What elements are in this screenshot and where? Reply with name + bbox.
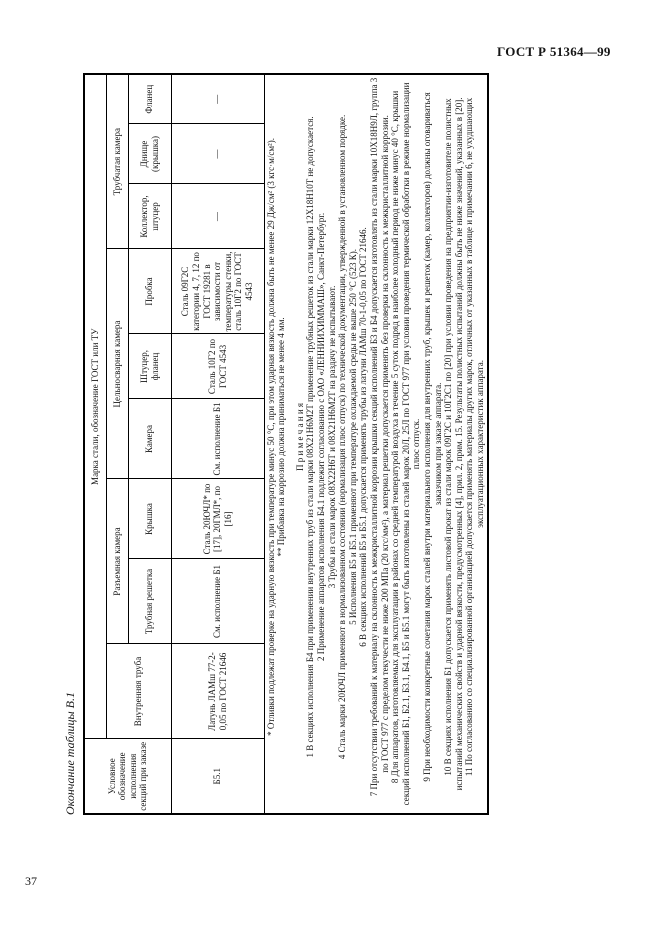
group-header-detachable-chamber: Разъемная камера — [106, 479, 128, 644]
cell-cover: Сталь 20ЮЧЛ* по [17], 20ГМЛ*, по [16] — [171, 479, 264, 559]
materials-table — [83, 73, 489, 815]
col-header-chamber: Камера — [128, 399, 171, 479]
rotated-table-inner — [62, 75, 573, 815]
banner-steel-grade: Марка стали, обозначение ГОСТ или ТУ — [84, 74, 106, 739]
cell-chamber: См. исполнение Б1 — [171, 399, 264, 479]
page-number: 37 — [25, 874, 37, 888]
note-11: 11 По согласованию со специализированной организацией допускается применять материалы других марок, отличных от указанных в таблице и примечании 6, не ухудшающих эксплуатационных характеристик аппарата. — [464, 97, 486, 777]
cell-collector-fitting: — — [171, 184, 264, 249]
note-9: 9 При необходимости конкретные сочетания марок сталей внутри материального исполнения для внутренних труб, крышек и решеток (камер, коллекторов) должны оговариваться заказчиком при заказе аппарата. — [422, 92, 443, 782]
cell-inner-tube: Латунь ЛАМш 77-2-0,05 по ГОСТ 21646 — [171, 644, 264, 739]
note-2: 2 Применение аппаратов исполнения Б4.1 подлежит согласованию с ОАО «ЛЕННИИХИММАШ», Санкт-Петербург. — [315, 212, 326, 662]
footnote-1: * Отливки подлежат проверке на ударную вязкость при температуре минус 50 °С, при этом ударная вязкость должна быть не менее 29 Дж/см² (3 кгс·м/см²). — [265, 137, 276, 736]
cell-fitting-flange: Сталь 10Г2 по ГОСТ 4543 — [171, 334, 264, 399]
col-header-plug: Пробка — [128, 249, 171, 334]
col-header-inner-tube: Внутренняя труба — [106, 644, 171, 739]
note-4: 4 Сталь марки 20ЮЧЛ применяют в нормализованном состоянии (нормализация плюс отпуск) по технической документации, утвержденной в установленном порядке. — [337, 114, 348, 760]
cell-bottom-cover: — — [171, 124, 264, 184]
col-header-designation: Условное обозначение исполнения секций при заказе — [84, 739, 171, 814]
notes-title: П р и м е ч а н и я — [294, 402, 305, 471]
cell-designation: Б5.1 — [171, 739, 264, 814]
rotated-table-area — [62, 75, 573, 815]
col-header-collector-fitting: Коллектор, штуцер — [128, 184, 171, 249]
note-1: 1 В секциях исполнения Б4 при применении внутренних труб из стали марки 08Х21Н6М2Т применение трубных решеток из стали марки 12Х18Н10Т не допускается. — [305, 116, 316, 758]
note-5: 5 Исполнения Б5 и Б5.1 применяют при температуре охлаждаемой среды не выше 250 °С (523 К). — [347, 249, 358, 625]
col-header-bottom-cover: Днище (крышка) — [128, 124, 171, 184]
note-6: 6 В секциях исполнений Б5 и Б5.1 допускается применять трубы из латуни ЛАМш 70-1-0,05 по ГОСТ 21646. — [358, 227, 369, 647]
note-8: 8 Для аппаратов, изготовляемых для эксплуатации в районах со средней температурой воздуха в течение 5 суток подряд в наиболее холодный период не ниже минус 40 °С, крышки секций исполнений Б1, Б2.1, Б3.1, Б4.1, Б5 и Б5.1 могут быть изготовлены из сталей марок 20Л, 25Л по ГОСТ 977 при условии проведения термической обработки в режиме нормализации плюс отпуск. — [390, 82, 422, 806]
notes-cell — [264, 74, 488, 814]
cell-flange: — — [171, 74, 264, 124]
group-header-welded-chamber: Цельносварная камера — [106, 249, 128, 479]
note-7: 7 При отсутствии требований к материалу на склонность к межкристаллитной коррозии крышки секций исполнений Б3 и Б4 допускается изготовлять из стали марки 10Х18Н9Л, группа 3 по ГОСТ 977 с пределом текучести не ниже 200 МПа (20 кгс/мм²), а материал решетки допускается применять без проверки на склонность к межкристаллитной коррозии. — [368, 77, 390, 797]
cell-tube-grid: См. исполнение Б1 — [171, 559, 264, 644]
group-header-tubular-chamber: Трубчатая камера — [106, 74, 128, 249]
cell-plug: Сталь 09Г2С категории 4, 7, 12 по ГОСТ 19281 в зависимости от температуры стенки, сталь 10Г2 по ГОСТ 4543 — [171, 249, 264, 334]
footnote-2: ** Прибавка на коррозию должна приниматься не менее 4 мм. — [276, 317, 287, 557]
col-header-fitting-flange: Штуцер, фланец — [128, 334, 171, 399]
note-3: 3 Трубы из стали марок 08Х22Н6Т и 08Х21Н6М2Т на раздачу не испытывают. — [326, 285, 337, 589]
standard-number-header: ГОСТ Р 51364—99 — [497, 44, 611, 59]
note-10: 10 В секциях исполнения Б1 допускается применять листовой прокат из стали марок 09Г2С и 10Г2С1 по [20] при условии проведения на предприятии-изготовителе полистных испытаний механических свойств и ударной вязкости, предусмотренных [4], прил. 2, прим. 15. Результаты полистных испытаний должны быть не ниже значений, указанных в [20]. — [443, 97, 464, 791]
table-title: Окончание таблицы В.1 — [63, 691, 77, 815]
col-header-flange: Фланец — [128, 74, 171, 124]
col-header-cover: Крышка — [128, 479, 171, 559]
col-header-tube-grid: Трубная решетка — [128, 559, 171, 644]
